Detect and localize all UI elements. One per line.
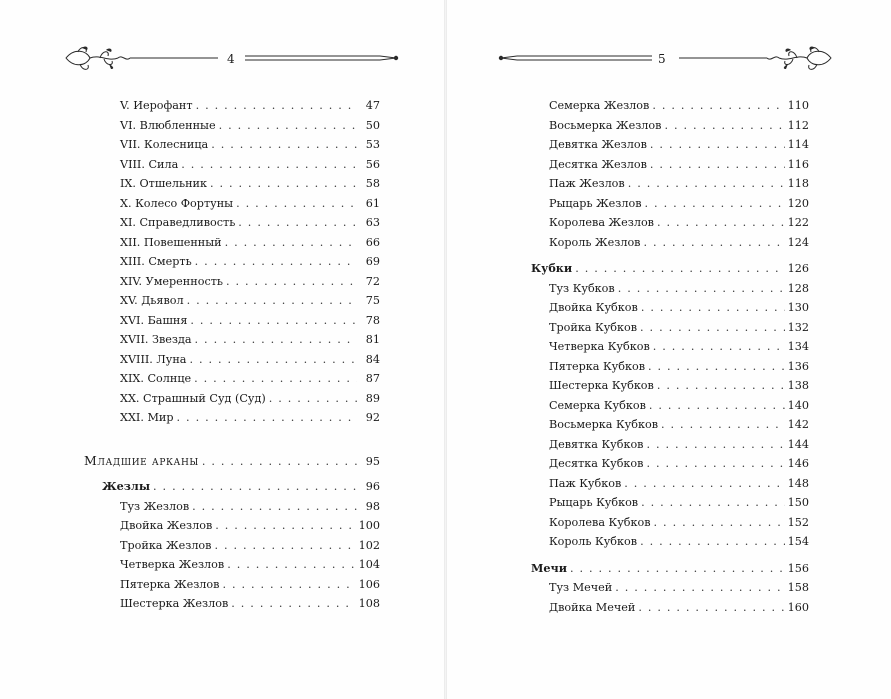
toc-entry-page: 144 bbox=[787, 437, 809, 451]
toc-entry bbox=[120, 575, 380, 595]
toc-entry-page: 100 bbox=[358, 519, 380, 532]
dot-leader bbox=[652, 96, 784, 116]
toc-entry-title: Королева Кубков bbox=[549, 515, 651, 529]
toc-entry-title: Жезлы bbox=[102, 479, 151, 493]
toc-entry-page: 72 bbox=[365, 274, 380, 288]
dot-leader bbox=[219, 116, 357, 136]
toc-entry-page: 69 bbox=[365, 255, 380, 268]
toc-entry-page: 146 bbox=[787, 457, 809, 470]
toc-entry bbox=[120, 497, 380, 517]
toc-entry-page: 104 bbox=[358, 558, 380, 571]
toc-subsection-heading bbox=[531, 559, 809, 579]
toc-entry bbox=[531, 96, 809, 116]
toc-entry bbox=[120, 555, 380, 575]
toc-entry-page: 50 bbox=[365, 118, 380, 132]
toc-entry-title: XIX. Солнце bbox=[120, 372, 192, 385]
dot-leader bbox=[214, 536, 355, 556]
toc-entry bbox=[531, 396, 809, 416]
toc-entry-title: Восьмерка Кубков bbox=[549, 418, 659, 431]
dot-leader bbox=[646, 435, 784, 455]
dot-leader bbox=[654, 513, 785, 533]
toc-entry-title: Шестерка Кубков bbox=[549, 379, 654, 392]
toc-entry bbox=[531, 513, 809, 533]
toc-entry bbox=[120, 350, 380, 370]
dot-leader bbox=[638, 598, 784, 618]
toc-entry bbox=[120, 272, 380, 292]
toc-entry-title: XVI. Башня bbox=[120, 313, 188, 327]
dot-leader bbox=[195, 252, 357, 272]
dot-leader bbox=[650, 155, 785, 175]
toc-entry-page: 124 bbox=[787, 235, 809, 249]
toc-entry bbox=[531, 213, 809, 233]
toc-entry-title: Двойка Жезлов bbox=[120, 519, 213, 532]
toc-entry-title: Семерка Жезлов bbox=[549, 99, 650, 112]
dot-leader bbox=[649, 396, 785, 416]
dot-leader bbox=[231, 594, 355, 614]
toc-entry-title: XI. Справедливость bbox=[120, 216, 236, 229]
toc-entry bbox=[120, 155, 380, 175]
toc-entry-page: 98 bbox=[365, 499, 380, 513]
toc-entry-page: 58 bbox=[365, 177, 380, 190]
toc-entry-title: XXI. Мир bbox=[120, 411, 174, 424]
toc-entry-page: 89 bbox=[365, 391, 380, 405]
toc-entry-title: Мечи bbox=[531, 560, 567, 575]
dot-leader bbox=[650, 135, 785, 155]
dot-leader bbox=[640, 532, 785, 552]
toc-entry-title: Королева Жезлов bbox=[549, 216, 654, 229]
page-number: 5 bbox=[658, 52, 666, 66]
toc-entry-title: Рыцарь Кубков bbox=[549, 496, 639, 509]
toc-entry-page: 53 bbox=[365, 138, 380, 151]
dot-leader bbox=[225, 233, 357, 253]
toc-entry bbox=[531, 337, 809, 357]
toc-entry-title: Семерка Кубков bbox=[549, 398, 646, 412]
toc-entry bbox=[120, 96, 380, 116]
toc-entry bbox=[531, 415, 809, 435]
toc-entry-page: 120 bbox=[787, 196, 809, 210]
toc-entry-title: XIII. Смерть bbox=[120, 255, 192, 268]
toc-entry bbox=[531, 233, 809, 253]
toc-entry-page: 126 bbox=[787, 262, 809, 275]
dot-leader bbox=[196, 96, 357, 116]
toc-entry-title: XII. Повешенный bbox=[120, 235, 222, 249]
toc-entry bbox=[531, 454, 809, 474]
toc-entry-page: 134 bbox=[787, 340, 809, 353]
toc-entry-page: 81 bbox=[365, 333, 380, 346]
dot-leader bbox=[641, 298, 785, 318]
toc-entry-page: 140 bbox=[787, 398, 809, 412]
dot-leader bbox=[664, 116, 784, 136]
toc-entry-page: 130 bbox=[787, 301, 809, 314]
toc-subsection-heading bbox=[531, 259, 809, 279]
toc-entry-title: Рыцарь Жезлов bbox=[549, 196, 642, 210]
left-page-header bbox=[60, 44, 405, 74]
toc-entry-title: XIV. Умеренность bbox=[120, 274, 224, 288]
toc-entry bbox=[120, 116, 380, 136]
toc-entry-title: VIII. Сила bbox=[120, 157, 179, 171]
toc-subsection-heading bbox=[102, 477, 380, 497]
toc-entry bbox=[531, 435, 809, 455]
toc-entry-page: 118 bbox=[787, 177, 809, 190]
dot-leader bbox=[190, 311, 357, 331]
dot-leader bbox=[189, 350, 357, 370]
toc-entry-title: Десятка Кубков bbox=[549, 457, 644, 470]
dot-leader bbox=[153, 477, 357, 497]
toc-entry-page: 110 bbox=[787, 99, 809, 112]
dot-leader bbox=[236, 194, 357, 214]
toc-entry bbox=[120, 252, 380, 272]
toc-entry-page: 112 bbox=[787, 118, 809, 132]
toc-entry bbox=[531, 532, 809, 552]
toc-entry-page: 154 bbox=[787, 535, 809, 548]
toc-entry-page: 116 bbox=[787, 157, 809, 171]
toc-entry-page: 95 bbox=[365, 454, 380, 468]
toc-entry-page: 108 bbox=[358, 597, 380, 610]
toc-entry-title: XX. Страшный Суд (Суд) bbox=[120, 391, 266, 405]
toc-entry-title: Девятка Кубков bbox=[549, 437, 644, 451]
toc-entry-page: 128 bbox=[787, 281, 809, 295]
toc-entry bbox=[120, 389, 380, 409]
toc-entry-title: Паж Кубков bbox=[549, 476, 622, 490]
dot-leader bbox=[661, 415, 785, 435]
dot-leader bbox=[575, 259, 784, 279]
left-page bbox=[0, 0, 444, 699]
toc-entry-page: 138 bbox=[787, 379, 809, 392]
dot-leader bbox=[177, 408, 357, 428]
toc-entry bbox=[531, 318, 809, 338]
toc-entry-page: 92 bbox=[365, 411, 380, 424]
toc-entry-title: Туз Жезлов bbox=[120, 499, 190, 513]
dot-leader bbox=[643, 233, 784, 253]
toc-entry-page: 87 bbox=[365, 372, 380, 385]
toc-entry bbox=[531, 298, 809, 318]
dot-leader bbox=[195, 330, 357, 350]
toc-entry-title: VII. Колесница bbox=[120, 138, 209, 151]
toc-entry-title: Четверка Кубков bbox=[549, 340, 650, 353]
toc-entry-title: Двойка Кубков bbox=[549, 301, 638, 314]
dot-leader bbox=[238, 213, 357, 233]
toc-entry-page: 75 bbox=[365, 294, 380, 307]
toc-entry-page: 136 bbox=[787, 359, 809, 373]
dot-leader bbox=[194, 369, 357, 389]
toc-entry bbox=[120, 330, 380, 350]
toc-entry-title: V. Иерофант bbox=[120, 99, 193, 112]
toc-entry-page: 156 bbox=[787, 561, 809, 575]
toc-entry-page: 142 bbox=[787, 418, 809, 431]
toc-entry bbox=[531, 598, 809, 618]
toc-entry-page: 150 bbox=[787, 496, 809, 509]
toc-entry bbox=[120, 594, 380, 614]
toc-entry-title: Король Кубков bbox=[549, 535, 638, 548]
toc-entry-title: VI. Влюбленные bbox=[120, 118, 216, 132]
toc-entry bbox=[531, 376, 809, 396]
dot-leader bbox=[210, 174, 357, 194]
toc-entry bbox=[120, 233, 380, 253]
toc-entry bbox=[120, 213, 380, 233]
toc-entry-page: 106 bbox=[358, 577, 380, 591]
toc-entry-page: 56 bbox=[365, 157, 380, 171]
dot-leader bbox=[615, 578, 784, 598]
toc-entry-title: Младшие арканы bbox=[84, 452, 199, 468]
toc-entry bbox=[120, 408, 380, 428]
toc-entry bbox=[531, 493, 809, 513]
dot-leader bbox=[618, 279, 785, 299]
toc-entry-page: 152 bbox=[787, 515, 809, 529]
toc-entry bbox=[120, 291, 380, 311]
dot-leader bbox=[648, 357, 785, 377]
toc-list bbox=[531, 96, 809, 617]
dot-leader bbox=[645, 194, 785, 214]
dot-leader bbox=[211, 135, 357, 155]
toc-entry bbox=[531, 155, 809, 175]
toc-entry bbox=[531, 194, 809, 214]
toc-entry-page: 132 bbox=[787, 320, 809, 334]
dot-leader bbox=[222, 575, 355, 595]
toc-entry-title: X. Колесо Фортуны bbox=[120, 196, 234, 210]
toc-entry-title: XVIII. Луна bbox=[120, 352, 187, 366]
toc-entry bbox=[531, 135, 809, 155]
dot-leader bbox=[202, 452, 357, 472]
dot-leader bbox=[226, 272, 357, 292]
toc-entry-title: Туз Мечей bbox=[549, 581, 613, 594]
toc-entry-title: XV. Дьявол bbox=[120, 294, 184, 307]
dot-leader bbox=[657, 376, 785, 396]
toc-entry-page: 160 bbox=[787, 600, 809, 614]
dot-leader bbox=[187, 291, 357, 311]
toc-entry bbox=[531, 174, 809, 194]
toc-entry bbox=[120, 536, 380, 556]
toc-entry-page: 78 bbox=[365, 313, 380, 327]
dot-leader bbox=[628, 174, 785, 194]
toc-entry-title: IX. Отшельник bbox=[120, 177, 207, 190]
dot-leader bbox=[641, 493, 785, 513]
toc-entry-title: Девятка Жезлов bbox=[549, 138, 647, 151]
toc-list bbox=[84, 96, 380, 614]
right-page-header bbox=[492, 44, 837, 74]
toc-entry bbox=[531, 279, 809, 299]
dot-leader bbox=[192, 497, 357, 517]
dot-leader bbox=[181, 155, 357, 175]
toc-entry-page: 84 bbox=[365, 352, 380, 366]
toc-entry bbox=[120, 369, 380, 389]
toc-entry-page: 148 bbox=[787, 476, 809, 490]
toc-entry bbox=[120, 311, 380, 331]
toc-entry-title: Восьмерка Жезлов bbox=[549, 118, 662, 132]
dot-leader bbox=[570, 559, 785, 579]
toc-entry-title: Пятерка Жезлов bbox=[120, 577, 220, 591]
page-number: 4 bbox=[227, 52, 235, 66]
toc-entry bbox=[531, 357, 809, 377]
toc-entry-title: Шестерка Жезлов bbox=[120, 597, 229, 610]
toc-entry-title: Пятерка Кубков bbox=[549, 359, 646, 373]
toc-section-heading bbox=[84, 451, 380, 471]
dot-leader bbox=[653, 337, 785, 357]
toc-entry-page: 63 bbox=[365, 216, 380, 229]
toc-entry bbox=[120, 194, 380, 214]
toc-entry-title: Туз Кубков bbox=[549, 281, 615, 295]
toc-entry-title: Кубки bbox=[531, 261, 573, 275]
toc-entry-title: Десятка Жезлов bbox=[549, 157, 647, 171]
toc-entry bbox=[531, 578, 809, 598]
toc-entry-page: 66 bbox=[365, 235, 380, 249]
dot-leader bbox=[646, 454, 784, 474]
toc-entry-title: Паж Жезлов bbox=[549, 177, 625, 190]
dot-leader bbox=[215, 516, 355, 536]
toc-entry-title: Тройка Кубков bbox=[549, 320, 638, 334]
toc-entry-page: 158 bbox=[787, 581, 809, 594]
toc-entry-page: 96 bbox=[365, 480, 380, 493]
dot-leader bbox=[624, 474, 784, 494]
toc-entry-page: 122 bbox=[787, 216, 809, 229]
toc-entry bbox=[120, 516, 380, 536]
dot-leader bbox=[227, 555, 355, 575]
right-page bbox=[447, 0, 891, 699]
toc-entry-page: 47 bbox=[365, 99, 380, 112]
toc-entry-page: 61 bbox=[365, 196, 380, 210]
toc-entry bbox=[531, 116, 809, 136]
toc-entry-page: 102 bbox=[358, 538, 380, 552]
toc-entry bbox=[120, 135, 380, 155]
dot-leader bbox=[657, 213, 785, 233]
toc-entry bbox=[531, 474, 809, 494]
toc-entry-title: Король Жезлов bbox=[549, 235, 641, 249]
dot-leader bbox=[640, 318, 785, 338]
dot-leader bbox=[269, 389, 357, 409]
toc-entry-title: Четверка Жезлов bbox=[120, 558, 225, 571]
toc-entry-title: Тройка Жезлов bbox=[120, 538, 212, 552]
toc-entry-title: XVII. Звезда bbox=[120, 333, 192, 346]
toc-entry-title: Двойка Мечей bbox=[549, 600, 636, 614]
toc-entry-page: 114 bbox=[787, 138, 809, 151]
toc-entry bbox=[120, 174, 380, 194]
